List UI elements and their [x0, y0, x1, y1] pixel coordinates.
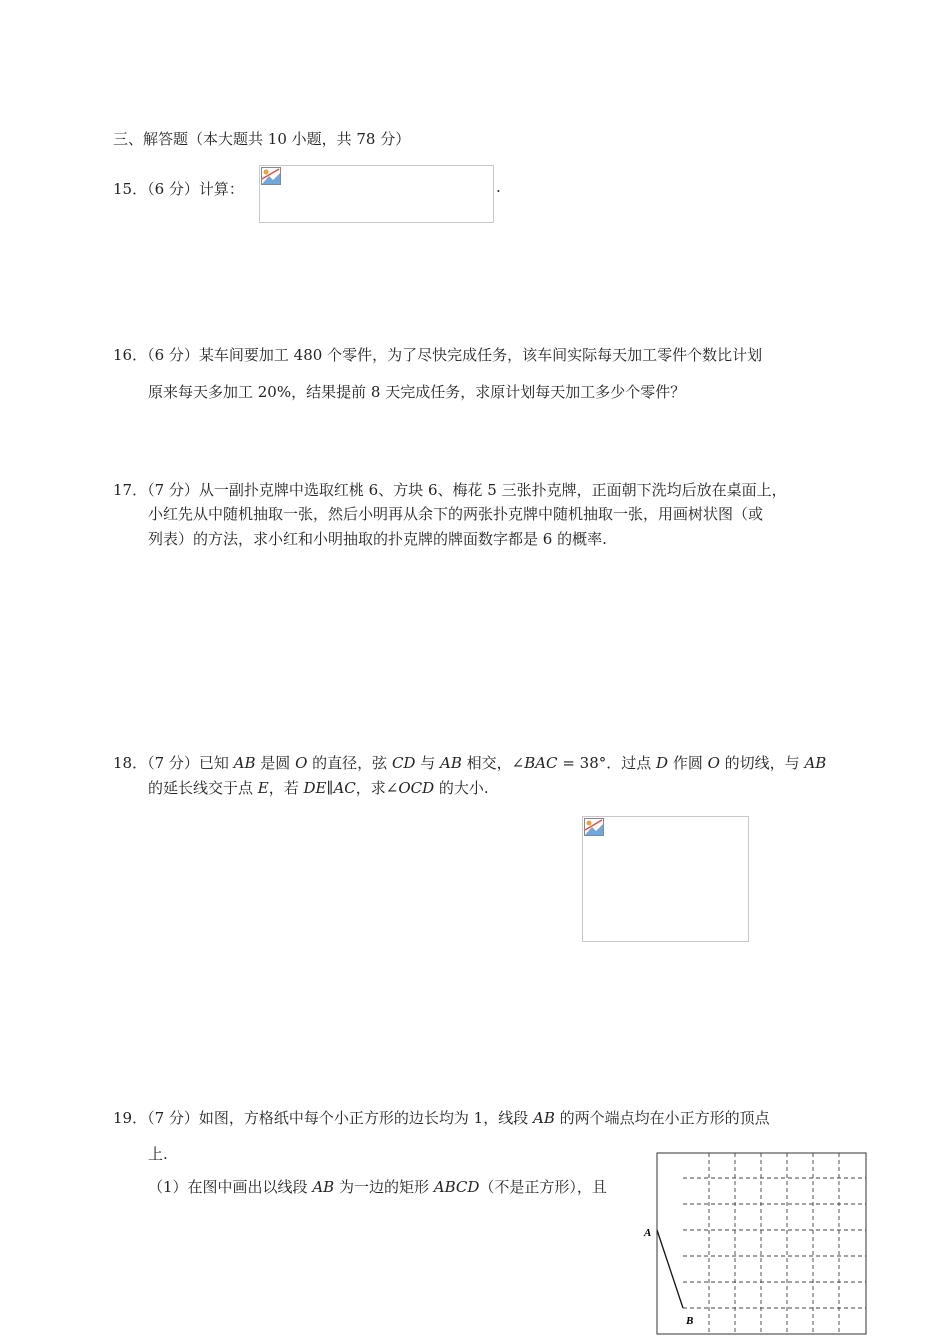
q17-line2: 小红先从中随机抽取一张，然后小明再从余下的两张扑克牌中随机抽取一张，用画树状图（或 [148, 505, 764, 523]
broken-image-icon [584, 818, 604, 836]
q19-grid-figure [640, 1148, 872, 1340]
grid-border [657, 1153, 866, 1334]
q15-formula-image [259, 165, 494, 223]
broken-image-icon [261, 167, 281, 185]
q19-line1: 19．（7 分）如图，方格纸中每个小正方形的边长均为 1，线段 AB 的两个端点均在小正方形的顶点 [113, 1109, 770, 1127]
q19-line3: （1）在图中画出以线段 AB 为一边的矩形 ABCD（不是正方形），且 [148, 1178, 607, 1196]
point-b-label: B [686, 1315, 694, 1327]
q15-suffix: . [496, 178, 501, 196]
q18-line2: 的延长线交于点 E，若 DE∥AC，求∠OCD 的大小. [148, 779, 489, 797]
q15-prefix: 15．（6 分）计算： [113, 180, 244, 198]
segment-ab [657, 1230, 683, 1308]
q19-line2: 上. [148, 1145, 168, 1163]
q18-figure-image [582, 816, 749, 942]
q18-line1: 18．（7 分）已知 AB 是圆 O 的直径，弦 CD 与 AB 相交，∠BAC = 38°．过点 D 作圆 O 的切线，与 AB [113, 754, 827, 772]
grid-dashed-lines [683, 1153, 866, 1334]
q17-line3: 列表）的方法，求小红和小明抽取的扑克牌的牌面数字都是 6 的概率. [148, 530, 607, 548]
q16-line2: 原来每天多加工 20%，结果提前 8 天完成任务，求原计划每天加工多少个零件？ [148, 383, 686, 401]
point-a-label: A [644, 1227, 652, 1239]
q17-line1: 17．（7 分）从一副扑克牌中选取红桃 6、方块 6、梅花 5 三张扑克牌，正面朝下洗均后放在桌面上， [113, 481, 787, 499]
q16-line1: 16．（6 分）某车间要加工 480 个零件，为了尽快完成任务，该车间实际每天加工零件个数比计划 [113, 346, 763, 364]
section-header: 三、解答题（本大题共 10 小题，共 78 分） [113, 130, 411, 148]
